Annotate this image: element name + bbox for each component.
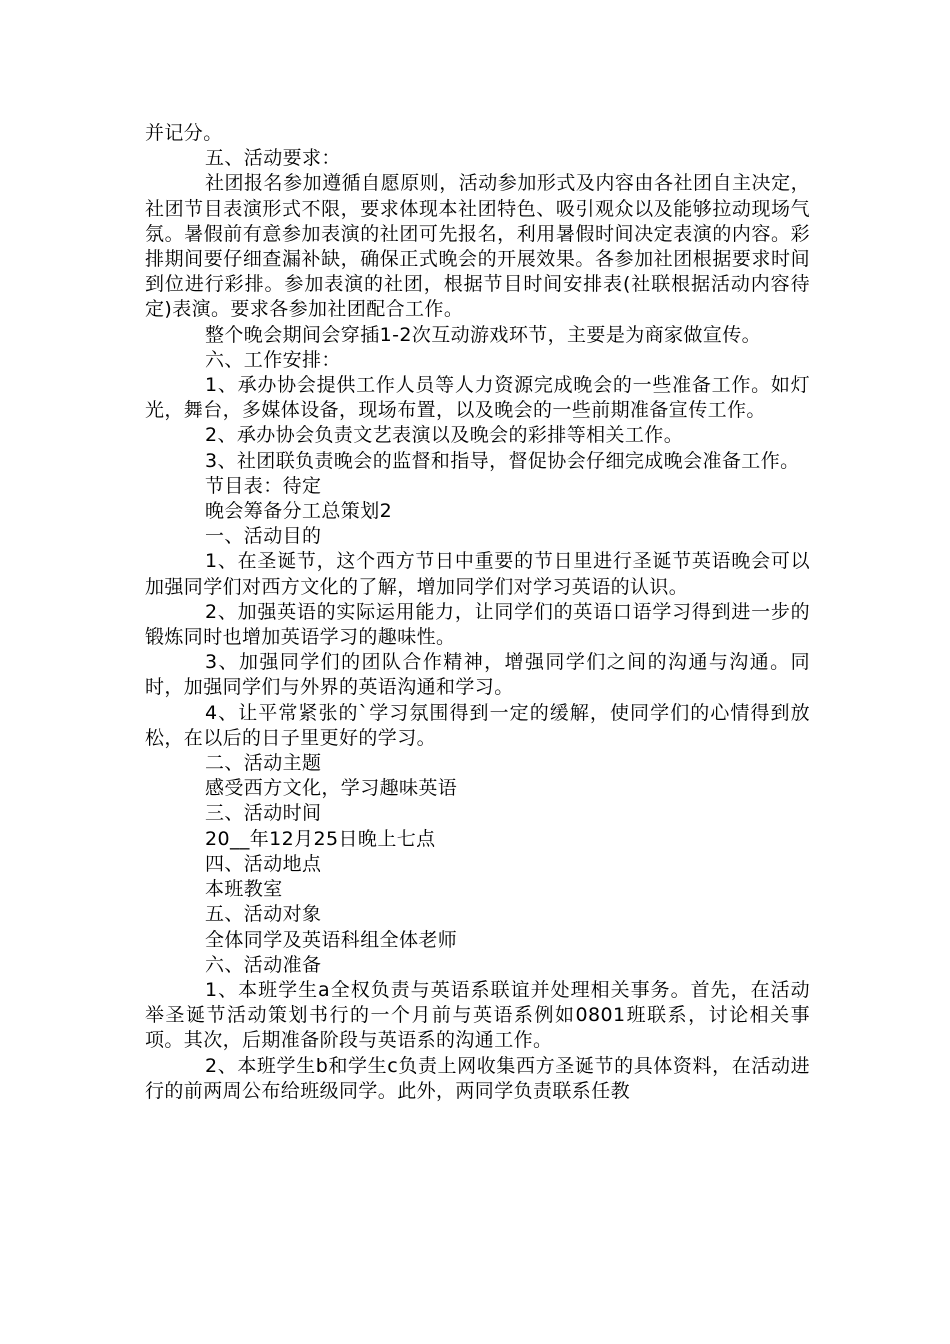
paragraph: 2、加强英语的实际运用能力，让同学们的英语口语学习得到进一步的锻炼同时也增加英语学习的趣味性。 bbox=[145, 600, 810, 649]
paragraph: 3、加强同学们的团队合作精神，增强同学们之间的沟通与沟通。同时，加强同学们与外界的英语沟通和学习。 bbox=[145, 651, 810, 699]
section-heading: 三、活动时间 bbox=[205, 802, 322, 825]
paragraph: 2、本班学生b和学生c负责上网收集西方圣诞节的具体资料，在活动进行的前两周公布给班级同学。此外，两同学负责联系任教 bbox=[145, 1054, 810, 1102]
paragraph: 1、承办协会提供工作人员等人力资源完成晚会的一些准备工作。如灯光，舞台，多媒体设备，现场布置，以及晚会的一些前期准备宣传工作。 bbox=[145, 374, 810, 422]
paragraph: 1、在圣诞节，这个西方节日中重要的节日里进行圣诞节英语晚会可以加强同学们对西方文化的了解，增加同学们对学习英语的认识。 bbox=[145, 550, 810, 598]
paragraph: 2、承办协会负责文艺表演以及晚会的彩排等相关工作。 bbox=[205, 424, 684, 447]
paragraph: 感受西方文化，学习趣味英语 bbox=[205, 777, 458, 800]
paragraph: 3、社团联负责晚会的监督和指导，督促协会仔细完成晚会准备工作。 bbox=[205, 449, 800, 472]
paragraph: 20__年12月25日晚上七点 bbox=[205, 827, 436, 850]
paragraph: 整个晚会期间会穿插1-2次互动游戏环节，主要是为商家做宣传。 bbox=[205, 323, 762, 346]
paragraph: 4、让平常紧张的`学习氛围得到一定的缓解，使同学们的心情得到放松，在以后的日子里更好的学习。 bbox=[145, 701, 810, 749]
paragraph: 社团报名参加遵循自愿原则，活动参加形式及内容由各社团自主决定，社团节目表演形式不限，要求体现本社团特色、吸引观众以及能够拉动现场气氛。暑假前有意参加表演的社团可先报名，利用暑假时间决定表演的内容。彩排期间要仔细查漏补缺，确保正式晚会的开展效果。各参加社团根据要求时间到位进行彩排。参加表演的社团，根据节目时间安排表(社联根据活动内容待定)表演。要求各参加社团配合工作。 bbox=[145, 172, 810, 321]
document-body bbox=[145, 121, 810, 1104]
section-heading: 五、活动要求： bbox=[205, 147, 341, 170]
document-title: 晚会筹备分工总策划2 bbox=[205, 500, 393, 523]
section-heading: 六、活动准备 bbox=[205, 953, 322, 976]
section-heading: 五、活动对象 bbox=[205, 903, 322, 926]
paragraph: 全体同学及英语科组全体老师 bbox=[205, 928, 458, 951]
section-heading: 四、活动地点 bbox=[205, 852, 322, 875]
section-heading: 六、工作安排： bbox=[205, 348, 341, 371]
paragraph: 1、本班学生a全权负责与英语系联谊并处理相关事务。首先，在活动举圣诞节活动策划书行的一个月前与英语系例如0801班联系，讨论相关事项。其次，后期准备阶段与英语系的沟通工作。 bbox=[145, 978, 810, 1052]
section-heading: 一、活动目的 bbox=[205, 525, 322, 548]
paragraph: 节目表：待定 bbox=[205, 474, 322, 497]
paragraph: 并记分。 bbox=[145, 122, 223, 144]
paragraph: 本班教室 bbox=[205, 878, 283, 901]
section-heading: 二、活动主题 bbox=[205, 752, 322, 775]
